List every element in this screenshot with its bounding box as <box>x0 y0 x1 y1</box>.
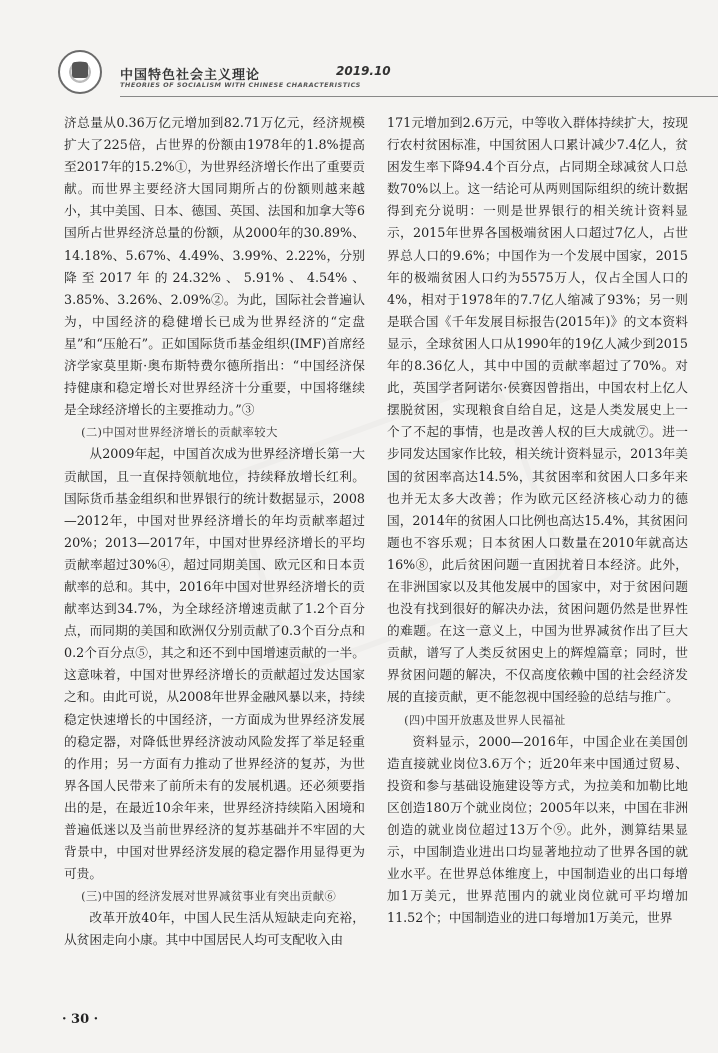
right-column <box>387 112 688 929</box>
paragraph: 济总量从0.36万亿元增加到82.71万亿元，经济规模扩大了225倍，占世界的份额由1978年的1.8%提高至2017年的15.2%①，为世界经济增长作出了重要贡献。而世界主要经济大国同期所占的份额则越来越小，其中美国、日本、德国、英国、法国和加拿大等6国所占世界经济总量的份额，从2000年的30.89%、14.18%、5.67%、4.49%、3.99%、2.22%，分别降至2017年的24.32%、5.91%、4.54%、3.85%、3.26%、2.09%②。为此，国际社会普遍认为，中国经济的稳健增长已成为世界经济的“定盘星”和“压舱石”。正如国际货币基金组织(IMF)首席经济学家莫里斯·奥布斯特费尔德所指出：“中国经济保持健康和稳定增长对世界经济十分重要，中国将继续是全球经济增长的主要推动力。”③ <box>64 115 365 418</box>
page-header <box>58 50 678 100</box>
header-rule <box>120 96 718 97</box>
left-column <box>64 112 365 952</box>
page-number: · 30 · <box>62 1012 99 1027</box>
paragraph: 资料显示，2000—2016年，中国企业在美国创造直接就业岗位3.6万个；近20年来中国通过贸易、投资和参与基础设施建设等方式，为拉美和加勒比地区创造180万个就业岗位；2005年以来，中国在非洲创造的就业岗位超过13万个⑨。此外，测算结果显示，中国制造业进出口均显著地拉动了世界各国的就业水平。在世界总体维度上，中国制造业的出口每增加1万美元，世界范围内的就业岗位就可平均增加11.52个；中国制造业的进口每增加1万美元，世界 <box>387 733 688 926</box>
paragraph: 改革开放40年，中国人民生活从短缺走向充裕，从贫困走向小康。其中中国居民人均可支配收入由 <box>64 910 365 948</box>
section-heading: (二)中国对世界经济增长的贡献率较大 <box>81 425 278 440</box>
journal-title: 中国特色社会主义理论 <box>120 68 261 83</box>
journal-logo-icon <box>58 50 102 94</box>
section-heading: (三)中国的经济发展对世界减贫事业有突出贡献⑥ <box>81 889 337 904</box>
journal-english-title: THEORIES OF SOCIALISM WITH CHINESE CHARACTERISTICS <box>120 81 361 89</box>
paragraph: 从2009年起，中国首次成为世界经济增长第一大贡献国，且一直保持领航地位，持续释放增长红利。国际货币基金组织和世界银行的统计数据显示，2008—2012年，中国对世界经济增长的年均贡献率超过20%；2013—2017年，中国对世界经济增长的平均贡献率超过30%④，超过同期美国、欧元区和日本贡献率的总和。其中，2016年中国对世界经济增长的贡献率达到34.7%，为全球经济增速贡献了1.2个百分点，而同期的美国和欧洲仅分别贡献了0.3个百分点和0.2个百分点⑤，其之和还不到中国增速贡献的一半。这意味着，中国对世界经济增长的贡献超过发达国家之和。由此可说，从2008年世界金融风暴以来，持续稳定快速增长的中国经济，一方面成为世界经济发展的稳定器，对降低世界经济波动风险发挥了举足轻重的作用；另一方面有力推动了世界经济的复苏，为世界各国人民带来了前所未有的发展机遇。还必须要指出的是，在最近10余年来，世界经济持续陷入困境和普遍低迷以及当前世界经济的复苏基础并不牢固的大背景中，中国对世界经济发展的稳定器作用显得更为可贵。 <box>64 446 365 882</box>
section-heading: (四)中国开放惠及世界人民福祉 <box>404 712 566 727</box>
journal-issue: 2019.10 <box>336 64 391 78</box>
paragraph: 171元增加到2.6万元，中等收入群体持续扩大，按现行农村贫困标准，中国贫困人口累计减少7.4亿人，贫困发生率下降94.4个百分点，占同期全球减贫人口总数70%以上。这一结论可从两则国际组织的统计数据得到充分说明：一则是世界银行的相关统计资料显示，2015年世界各国极端贫困人口超过7亿人，占世界总人口的9.6%；中国作为一个发展中国家，2015年的极端贫困人口约为5575万人，仅占全国人口的4%，相对于1978年的7.7亿人缩减了93%；另一则是联合国《千年发展目标报告(2015年)》的文本资料显示，全球贫困人口从1990年的19亿人减少到2015年的8.36亿人，其中中国的贡献率超过了70%。对此，英国学者阿诺尔·侯赛因曾指出，中国农村上亿人摆脱贫困，实现粮食自给自足，这是人类发展史上一个了不起的事情，也是改善人权的巨大成就⑦。进一步同发达国家作比较，相关统计资料显示，2013年美国的贫困率高达14.5%，其贫困率和贫困人口多年来也并无太多大改善；作为欧元区经济核心动力的德国，2014年的贫困人口比例也高达15.4%，其贫困问题也不容乐观；日本贫困人口数量在2010年就高达16%⑧，此后贫困问题一直困扰着日本经济。此外，在非洲国家以及其他发展中的国家中，对于贫困问题也没有找到很好的解决办法，贫困问题仍然是世界性的难题。在这一意义上，中国为世界减贫作出了巨大贡献，谱写了人类反贫困史上的辉煌篇章；同时，世界贫困问题的解决，不仅高度依赖中国的社会经济发展的直接贡献，更不能忽视中国经验的总结与推广。 <box>387 115 688 705</box>
